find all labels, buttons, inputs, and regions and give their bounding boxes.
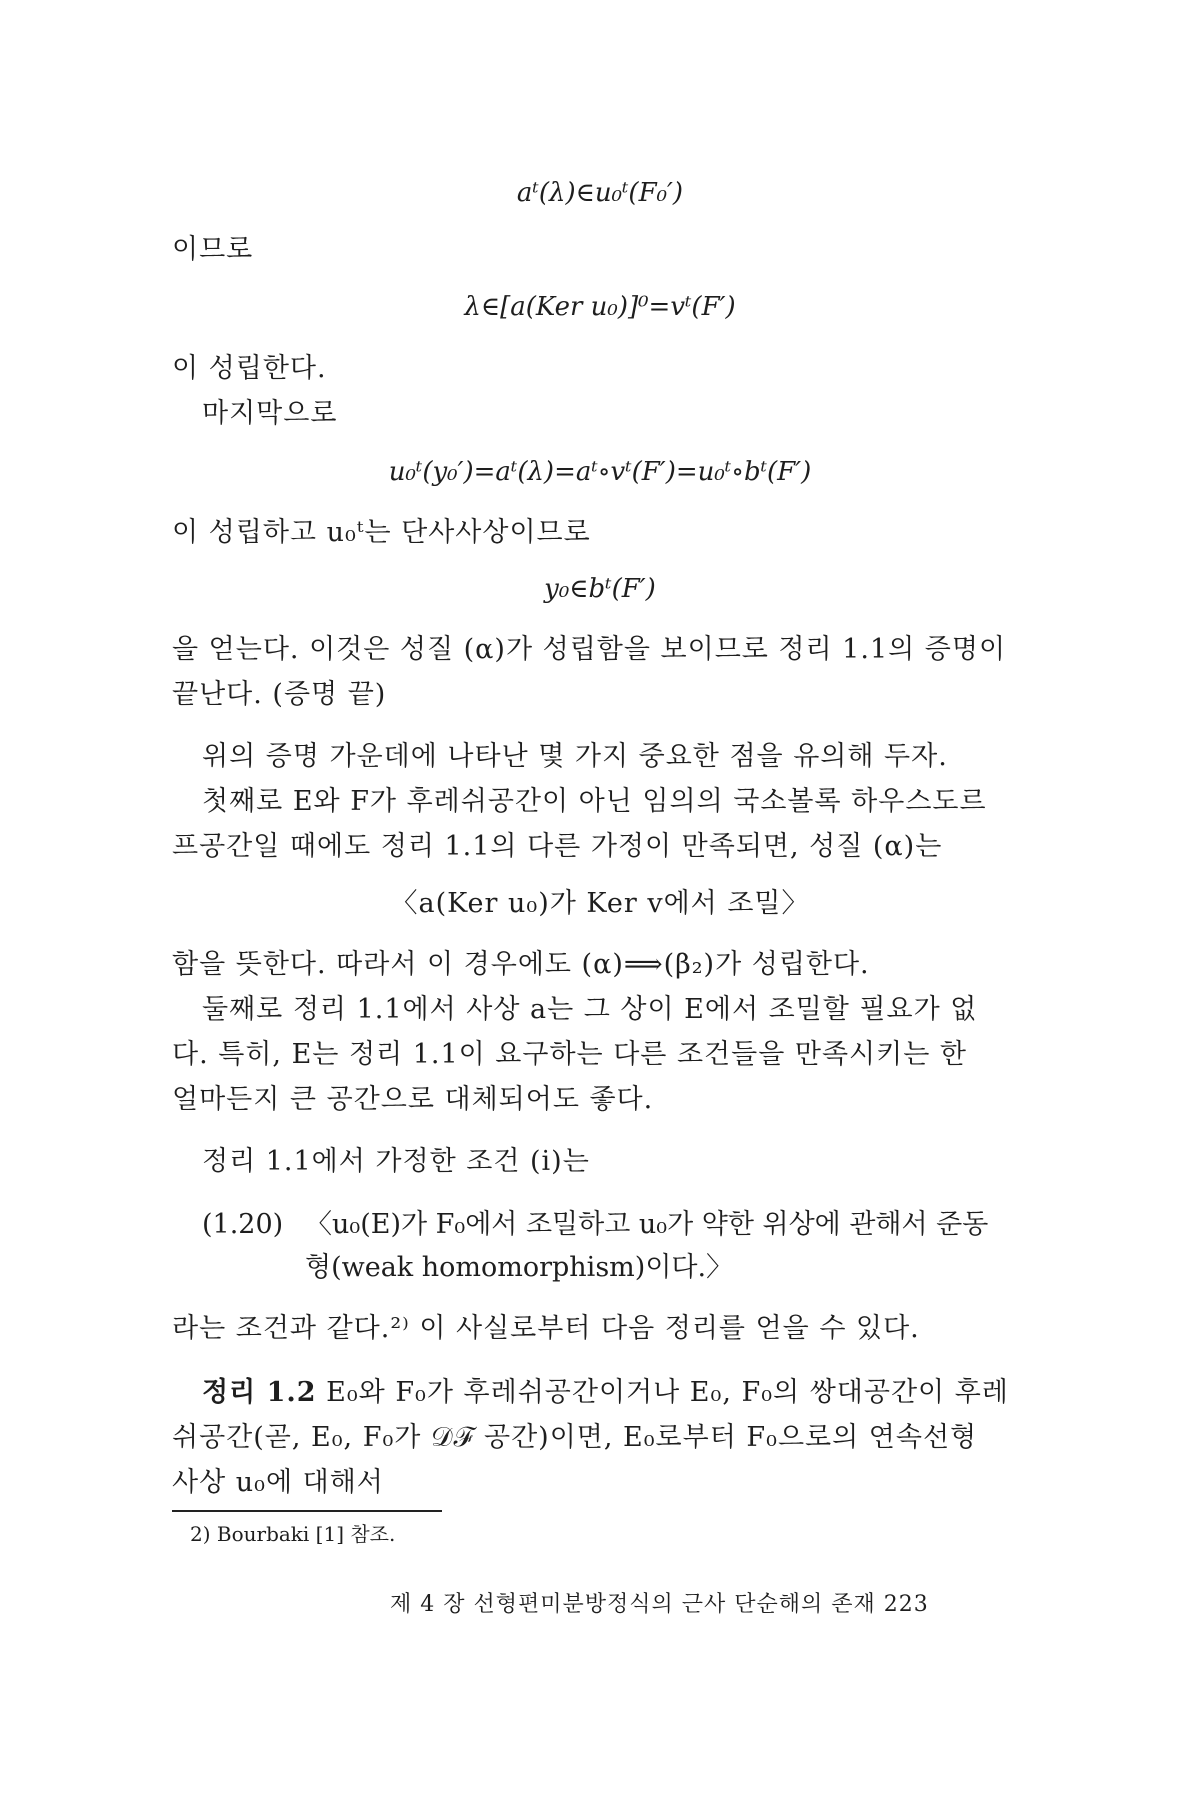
text-line: 이므로 [172, 234, 254, 265]
paragraph-line: 첫째로 E와 F가 후레쉬공간이 아닌 임의의 국소볼록 하우스도르 [202, 786, 987, 817]
theorem-label: 정리 1.2 [202, 1377, 317, 1408]
equation-y0: y₀∈bᵗ(F′) [544, 574, 656, 604]
equation-number: (1.20) [202, 1209, 284, 1240]
display-formula: 〈a(Ker u₀)가 Ker v에서 조밀〉 [390, 888, 810, 919]
paragraph-line: 을 얻는다. 이것은 성질 (α)가 성립함을 보이므로 정리 1.1의 증명이 [172, 634, 1007, 665]
paragraph-line: 함을 뜻한다. 따라서 이 경우에도 (α)⟹(β₂)가 성립한다. [172, 949, 870, 980]
paragraph-line: 정리 1.1에서 가정한 조건 (i)는 [202, 1146, 590, 1177]
theorem-text: E₀와 F₀가 후레쉬공간이거나 E₀, F₀의 쌍대공간이 후레 [316, 1377, 1009, 1408]
running-footer: 제 4 장 선형편미분방정식의 근사 단순해의 존재 223 [390, 1592, 929, 1617]
paragraph-line: 얼마든지 큰 공간으로 대체되어도 좋다. [172, 1084, 654, 1115]
paragraph-line: 위의 증명 가운데에 나타난 몇 가지 중요한 점을 유의해 두자. [202, 741, 948, 772]
footnote: 2) Bourbaki [1] 참조. [190, 1522, 396, 1546]
paragraph-line: 끝난다. (증명 끝) [172, 679, 387, 710]
paragraph-line: 프공간일 때에도 정리 1.1의 다른 가정이 만족되면, 성질 (α)는 [172, 831, 943, 862]
theorem-line: 사상 u₀에 대해서 [172, 1467, 384, 1498]
equation-1-20-line: 〈u₀(E)가 F₀에서 조밀하고 u₀가 약한 위상에 관해서 준동 [305, 1209, 989, 1240]
paragraph-line: 라는 조건과 같다.²⁾ 이 사실로부터 다음 정리를 얻을 수 있다. [172, 1313, 920, 1344]
equation-chain: u₀ᵗ(y₀′)=aᵗ(λ)=aᵗ∘vᵗ(F′)=u₀ᵗ∘bᵗ(F′) [388, 457, 812, 487]
text-line: 이 성립한다. [172, 353, 327, 384]
text-line: 이 성립하고 u₀ᵗ는 단사사상이므로 [172, 517, 591, 548]
theorem-line: 쉬공간(곧, E₀, F₀가 𝒟ℱ 공간)이면, E₀로부터 F₀으로의 연속선형 [172, 1422, 978, 1453]
equation-lambda: λ∈[a(Ker u₀)]⁰=vᵗ(F′) [464, 292, 736, 322]
theorem-line [202, 1376, 1009, 1410]
equation-1-20-line: 형(weak homomorphism)이다.〉 [305, 1252, 734, 1283]
paragraph-line: 둘째로 정리 1.1에서 사상 a는 그 상이 E에서 조밀할 필요가 없 [202, 994, 978, 1025]
text-line: 마지막으로 [202, 398, 338, 429]
paragraph-line: 다. 특히, E는 정리 1.1이 요구하는 다른 조건들을 만족시키는 한 [172, 1039, 967, 1070]
footnote-divider [172, 1510, 442, 1512]
equation-top: aᵗ(λ)∈u₀ᵗ(F₀′) [516, 178, 684, 208]
